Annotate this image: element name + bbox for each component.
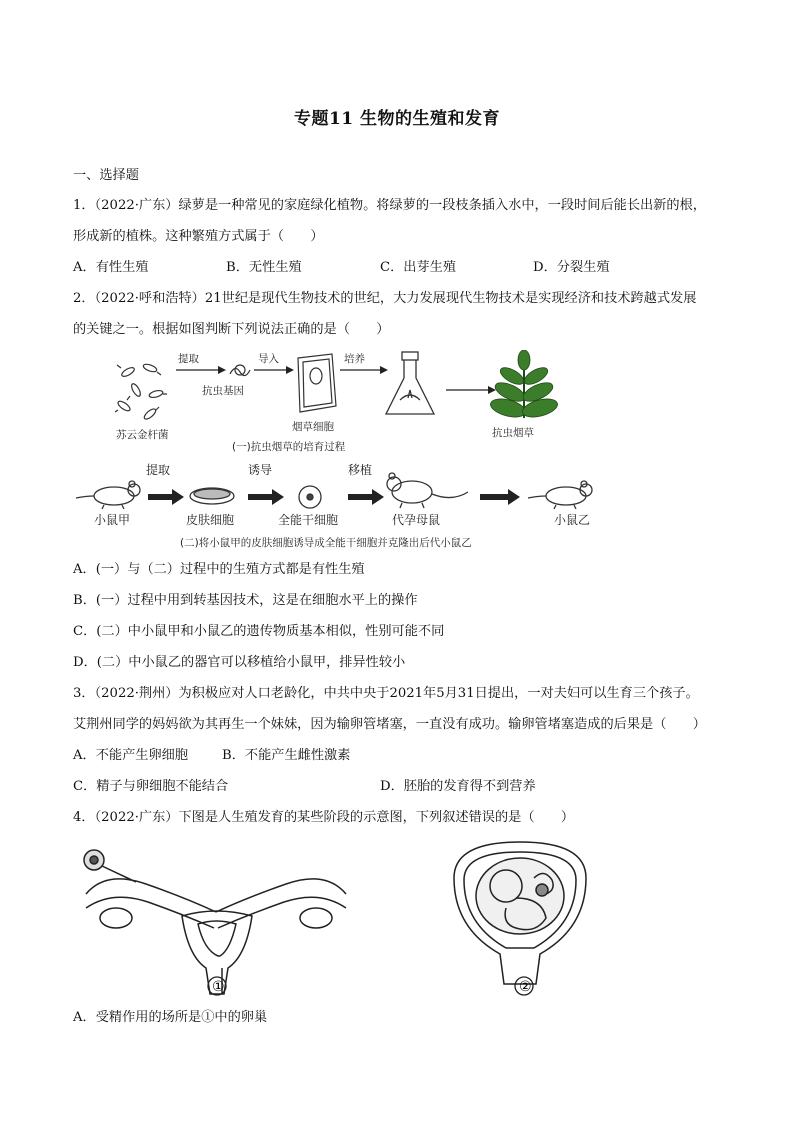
- q2-option-a: A．(一）与（二）过程中的生殖方式都是有性生殖: [73, 562, 365, 577]
- gene-icon: [230, 365, 250, 376]
- label-resistant-tobacco: 抗虫烟草: [492, 427, 534, 439]
- q3-option-c: C．精子与卵细胞不能结合: [73, 779, 229, 794]
- q2-stem-line2: 的关键之一。根据如图判断下列说法正确的是（ ）: [73, 322, 390, 337]
- figure-female-reproductive-system: [76, 838, 366, 998]
- q1-option-d: D．分裂生殖: [533, 260, 610, 275]
- label-skin-cell: 皮肤细胞: [186, 513, 235, 527]
- label-tobacco-cell: 烟草细胞: [292, 421, 334, 433]
- q4-stem-line1: 4．（2022·广东）下图是人生殖发育的某些阶段的示意图，下列叙述错误的是（ ）: [73, 810, 575, 825]
- label-culture: 培养: [344, 353, 365, 365]
- petri-dish-icon: [190, 488, 234, 504]
- q2-option-d: D．(二）中小鼠乙的器官可以移植给小鼠甲，排异性较小: [73, 655, 406, 670]
- q2-stem-line1: 2．（2022·呼和浩特）21世纪是现代生物技术的世纪，大力发展现代生物技术是实现经济和技术跨越式发展: [73, 291, 697, 306]
- q1-option-c: C．出芽生殖: [380, 260, 457, 275]
- q1-option-b: B．无性生殖: [226, 260, 302, 275]
- label-induce: 诱导: [248, 463, 273, 477]
- label-surrogate-mouse: 代孕母鼠: [392, 513, 441, 527]
- q2-option-b: B．(一）过程中用到转基因技术，这是在细胞水平上的操作: [73, 593, 418, 608]
- label-mouse-yi: 小鼠乙: [554, 513, 591, 527]
- bacteria-icon: [115, 363, 167, 421]
- figure1-caption: (一)抗虫烟草的培育过程: [232, 441, 346, 453]
- q4-option-a: A．受精作用的场所是①中的卵巢: [73, 1010, 268, 1025]
- section-heading: 一、选择题: [73, 168, 139, 183]
- figure-tobacco-process: [110, 350, 570, 460]
- q3-stem-line2: 艾荆州同学的妈妈欲为其再生一个妹妹，因为输卵管堵塞，一直没有成功。输卵管堵塞造成的后果是（ ）: [73, 717, 706, 732]
- label-gene: 抗虫基因: [202, 385, 244, 397]
- label-extract-2: 提取: [146, 463, 171, 477]
- label-introduce: 导入: [258, 353, 279, 365]
- label-stem-cell: 全能干细胞: [278, 513, 339, 527]
- surrogate-mouse-icon: [387, 473, 468, 508]
- figure-label-2: ②: [519, 979, 532, 995]
- stem-cell-icon: [299, 486, 321, 508]
- mouse-jia-icon: [76, 481, 140, 509]
- label-bacterium: 苏云金杆菌: [116, 429, 169, 441]
- tobacco-cell-icon: [298, 354, 336, 412]
- figure-mouse-cloning: [72, 460, 632, 552]
- figure-label-1: ①: [212, 979, 225, 995]
- flask-icon: [386, 352, 434, 414]
- q3-stem-line1: 3．（2022·荆州）为积极应对人口老龄化，中共中央于2021年5月31日提出，一对夫妇可以生育三个孩子。: [73, 686, 699, 701]
- label-mouse-jia: 小鼠甲: [94, 513, 131, 527]
- q1-stem-line2: 形成新的植株。这种繁殖方式属于（ ）: [73, 229, 324, 244]
- tobacco-plant-icon: [489, 350, 560, 420]
- page-title: 专题11 生物的生殖和发育: [293, 109, 501, 129]
- label-extract: 提取: [178, 353, 199, 365]
- q3-option-b: B．不能产生雌性激素: [222, 748, 351, 763]
- mouse-yi-icon: [528, 481, 592, 509]
- figure-fetus-in-uterus: [446, 838, 596, 998]
- q3-option-a: A．不能产生卵细胞: [73, 748, 189, 763]
- figure2-caption: (二)将小鼠甲的皮肤细胞诱导成全能干细胞并克隆出后代小鼠乙: [180, 537, 472, 549]
- label-transplant: 移植: [348, 463, 373, 477]
- q2-option-c: C．(二）中小鼠甲和小鼠乙的遗传物质基本相似，性别可能不同: [73, 624, 445, 639]
- q1-option-a: A．有性生殖: [73, 260, 149, 275]
- q1-stem-line1: 1．（2022·广东）绿萝是一种常见的家庭绿化植物。将绿萝的一段枝条插入水中，一段时间后能长出新的根，: [73, 198, 706, 213]
- q3-option-d: D．胚胎的发育得不到营养: [380, 779, 536, 794]
